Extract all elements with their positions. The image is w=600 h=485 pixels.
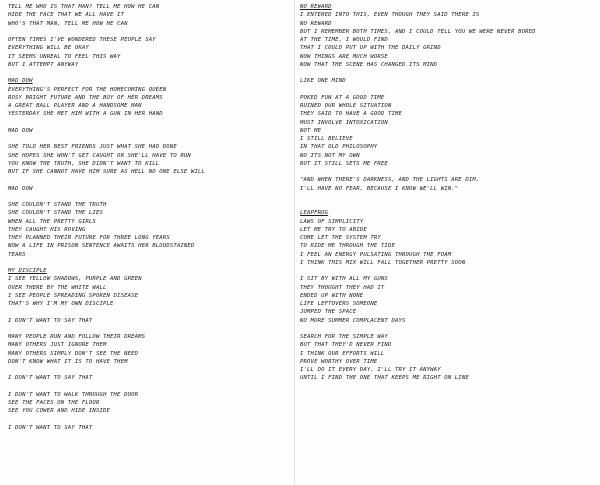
lyric-line: I'LL HAVE NO FEAR, BECAUSE I KNOW WE'LL WIN." bbox=[300, 185, 459, 192]
lyric-line: EVERYTHING WILL BE OKAY bbox=[8, 45, 89, 52]
song-section-my-disciple bbox=[8, 267, 292, 432]
lyric-line: BUT THAT THEY'D NEVER FIND bbox=[300, 342, 392, 349]
lyric-line: I SEE YELLOW SHADOWS, PURPLE AND GREEN bbox=[8, 276, 142, 283]
song-section-leapfrog bbox=[300, 209, 592, 382]
lyric-line: WHEN ALL THE PRETTY GIRLS bbox=[8, 218, 96, 225]
lyric-line: SHE COULDN'T STAND THE TRUTH bbox=[8, 202, 107, 208]
lyric-line: POKED FUN AT A GOOD TIME bbox=[300, 94, 385, 101]
song-title: NO REWARD bbox=[300, 4, 332, 10]
lyric-line: DON'T KNOW WHAT IT IS TO HAVE THEM bbox=[8, 358, 128, 365]
lyric-line: NO MORE SUMMER COMPLACENT DAYS bbox=[300, 317, 406, 324]
lyric-line: BUT I ATTEMPT ANYWAY bbox=[8, 61, 79, 68]
lyric-line: ENDED UP WITH NONE bbox=[300, 292, 364, 299]
section-break bbox=[8, 69, 292, 77]
lyric-line: THEY SAID TO HAVE A GOOD TIME bbox=[300, 111, 403, 118]
lyric-line: "AND WHEN THERE'S DARKNESS, AND THE LIGHTS ARE DIM, bbox=[300, 177, 480, 184]
lyric-line: PROVE WORTHY OVER TIME bbox=[300, 358, 378, 365]
lyric-line: YESTERDAY SHE MET HIM WITH A GUN IN HER HAND bbox=[8, 111, 163, 118]
song-title: MAD DOW bbox=[8, 78, 33, 85]
stanza-break bbox=[300, 267, 592, 275]
stanza-break bbox=[8, 28, 292, 36]
stanza-break bbox=[300, 168, 592, 176]
song-title: MY DISCIPLE bbox=[8, 268, 47, 274]
lyric-line: I SIT BY WITH ALL MY GUNS bbox=[300, 276, 388, 283]
lyric-line: BUT IF SHE CANNOT HAVE HIM SURE AS HELL NO ONE ELSE WILL bbox=[8, 169, 205, 175]
lyric-line: I DON'T WANT TO WALK THROUGH THE DOOR bbox=[8, 391, 139, 398]
lyric-line: UNTIL I FIND THE ONE THAT KEEPS ME RIGHT ON LINE bbox=[300, 375, 469, 382]
lyric-line: A GREAT BALL PLAYER AND A HANDSOME MAN bbox=[8, 103, 142, 109]
lyric-line: NOW A LIFE IN PRISON SENTENCE AWAITS HER BLOODSTAINED bbox=[8, 243, 195, 250]
lyric-line: I DON'T WANT TO SAY THAT bbox=[8, 375, 93, 382]
lyric-line: YOU KNOW THE TRUTH, SHE DIDN'T WANT TO KILL bbox=[8, 160, 160, 167]
lyric-line: I ENTERED INTO THIS, EVEN THOUGH THEY SAID THERE IS bbox=[300, 12, 480, 19]
lyric-line: I DON'T WANT TO SAY THAT bbox=[8, 424, 93, 431]
lyric-line: OVER THERE BY THE WHITE WALL bbox=[8, 284, 107, 291]
lyric-line: HIDE THE FACE THAT WE ALL HAVE IT bbox=[8, 12, 125, 19]
lyric-line: TO RIDE ME THROUGH THE TIDE bbox=[300, 243, 395, 250]
left-column bbox=[8, 3, 292, 432]
lyric-line: THEY THOUGHT THEY HAD IT bbox=[300, 284, 385, 291]
lyric-line: BUT I REMEMBER BOTH TIMES, AND I COULD TELL YOU WE WERE NEVER BORED bbox=[300, 28, 536, 35]
lyric-line: MAD DOW bbox=[8, 185, 33, 192]
lyric-line: OFTEN TIMES I'VE WONDERED THESE PEOPLE SAY bbox=[8, 37, 156, 43]
lyric-line: MUST INVOLVE INTOXICATION bbox=[300, 119, 388, 126]
lyric-line: LAWS OF SIMPLICITY bbox=[300, 218, 364, 225]
section-break bbox=[8, 259, 292, 267]
lyric-line: SHE COULDN'T STAND THE LIES bbox=[8, 210, 103, 217]
lyric-line: NO ITS NOT MY OWN bbox=[300, 152, 360, 159]
lyric-line: LIKE ONE MIND bbox=[300, 78, 346, 85]
lyric-line: I DON'T WANT TO SAY THAT bbox=[8, 317, 93, 324]
stanza-break bbox=[300, 69, 592, 77]
lyric-line: MANY OTHERS SIMPLY DON'T SEE THE NEED bbox=[8, 350, 139, 357]
stanza-break bbox=[8, 416, 292, 424]
lyric-line: NOT ME bbox=[300, 127, 322, 134]
lyric-line: I'LL DO IT EVERY DAY, I'LL TRY IT ANYWAY bbox=[300, 367, 441, 373]
lyric-line: I THINK OUR EFFORTS WILL bbox=[300, 350, 385, 357]
stanza-break bbox=[8, 193, 292, 201]
right-column bbox=[300, 3, 592, 383]
song-section-no-reward bbox=[300, 3, 592, 201]
lyric-line: THAT'S WHY I'M MY OWN DISCIPLE bbox=[8, 301, 114, 307]
lyric-line: I THINK THIS MIX WILL FALL TOGETHER PRETTY SOON bbox=[300, 259, 466, 266]
stanza-break bbox=[8, 325, 292, 333]
stanza-break bbox=[300, 325, 592, 333]
lyric-line: SEARCH FOR THE SIMPLE WAY bbox=[300, 334, 388, 340]
lyric-line: THEY CAUGHT HIS ROVING bbox=[8, 226, 86, 233]
lyric-line: MANY PEOPLE RUN AND FOLLOW THEIR DREAMS bbox=[8, 334, 146, 340]
song-title: LEAPFROG bbox=[300, 210, 329, 217]
stanza-break bbox=[8, 383, 292, 391]
lyric-line: I SEE PEOPLE SPREADING SPOKEN DISEASE bbox=[8, 292, 139, 299]
lyric-line: LIFE LEFTOVERS SOMEONE bbox=[300, 301, 378, 307]
lyric-line: LET ME TRY TO ABIDE bbox=[300, 226, 367, 233]
lyric-line: NOW THAT THE SCENE HAS CHANGED ITS MIND bbox=[300, 61, 438, 68]
section-break bbox=[300, 201, 592, 209]
lyric-line: IT SEEMS UNREAL TO FEEL THIS WAY bbox=[8, 53, 121, 60]
lyric-line: RUINED OUR WHOLE SITUATION bbox=[300, 103, 392, 109]
song-section-untitled bbox=[8, 3, 292, 69]
lyric-line: COME LET THE SYSTEM TRY bbox=[300, 235, 381, 241]
lyric-line: WHO'S THAT MAN, TELL ME HOW HE CAN bbox=[8, 20, 128, 27]
lyric-line: IN THAT OLD PHILOSOPHY bbox=[300, 144, 378, 151]
lyric-line: NO REWARD bbox=[300, 20, 332, 27]
lyric-line: TEARS bbox=[8, 251, 26, 258]
lyric-line: MANY OTHERS JUST IGNORE THEM bbox=[8, 342, 107, 349]
lyric-line: THEY PLANNED THEIR FUTURE FOR THREE LONG YEARS bbox=[8, 235, 170, 241]
stanza-break bbox=[8, 176, 292, 184]
lyric-line: AT THE TIME, I WOULD FIND bbox=[300, 37, 388, 43]
lyric-line: SHE TOLD HER BEST FRIENDS JUST WHAT SHE HAD DONE bbox=[8, 144, 177, 151]
stanza-break bbox=[300, 193, 592, 201]
stanza-break bbox=[8, 366, 292, 374]
stanza-break bbox=[8, 119, 292, 127]
lyric-line: SHE HOPES SHE WON'T GET CAUGHT OR SHE'LL HAVE TO RUN bbox=[8, 152, 191, 159]
stanza-break bbox=[8, 135, 292, 143]
lyric-line: TELL ME WHO IS THAT MAN? TELL ME HOW HE CAN bbox=[8, 4, 160, 10]
stanza-break bbox=[300, 86, 592, 94]
lyric-line: ROSY BRIGHT FUTURE AND THE BOY OF HER DREAMS bbox=[8, 94, 163, 101]
lyric-line: NOW THINGS ARE MUCH WORSE bbox=[300, 53, 388, 60]
song-section-mad-dow bbox=[8, 77, 292, 259]
lyric-line: I STILL BELIEVE bbox=[300, 136, 353, 142]
lyric-line: SEE YOU COWER AND HIDE INSIDE bbox=[8, 408, 111, 415]
lyric-line: MAD DOW bbox=[8, 127, 33, 134]
lyric-line: BUT IT STILL SETS ME FREE bbox=[300, 160, 388, 167]
lyric-line: EVERYTHING'S PERFECT FOR THE HOMECOMING QUEEN bbox=[8, 86, 167, 93]
lyric-line: JUMPED THE SPACE bbox=[300, 309, 357, 316]
page-fold-line bbox=[294, 0, 295, 485]
stanza-break bbox=[8, 308, 292, 316]
lyric-line: I FEEL AN ENERGY PULSATING THROUGH THE FOAM bbox=[300, 251, 452, 258]
lyric-line: SEE THE FACES ON THE FLOOR bbox=[8, 400, 100, 406]
lyric-line: THAT I COULD PUT UP WITH THE DAILY GRIND bbox=[300, 45, 441, 52]
